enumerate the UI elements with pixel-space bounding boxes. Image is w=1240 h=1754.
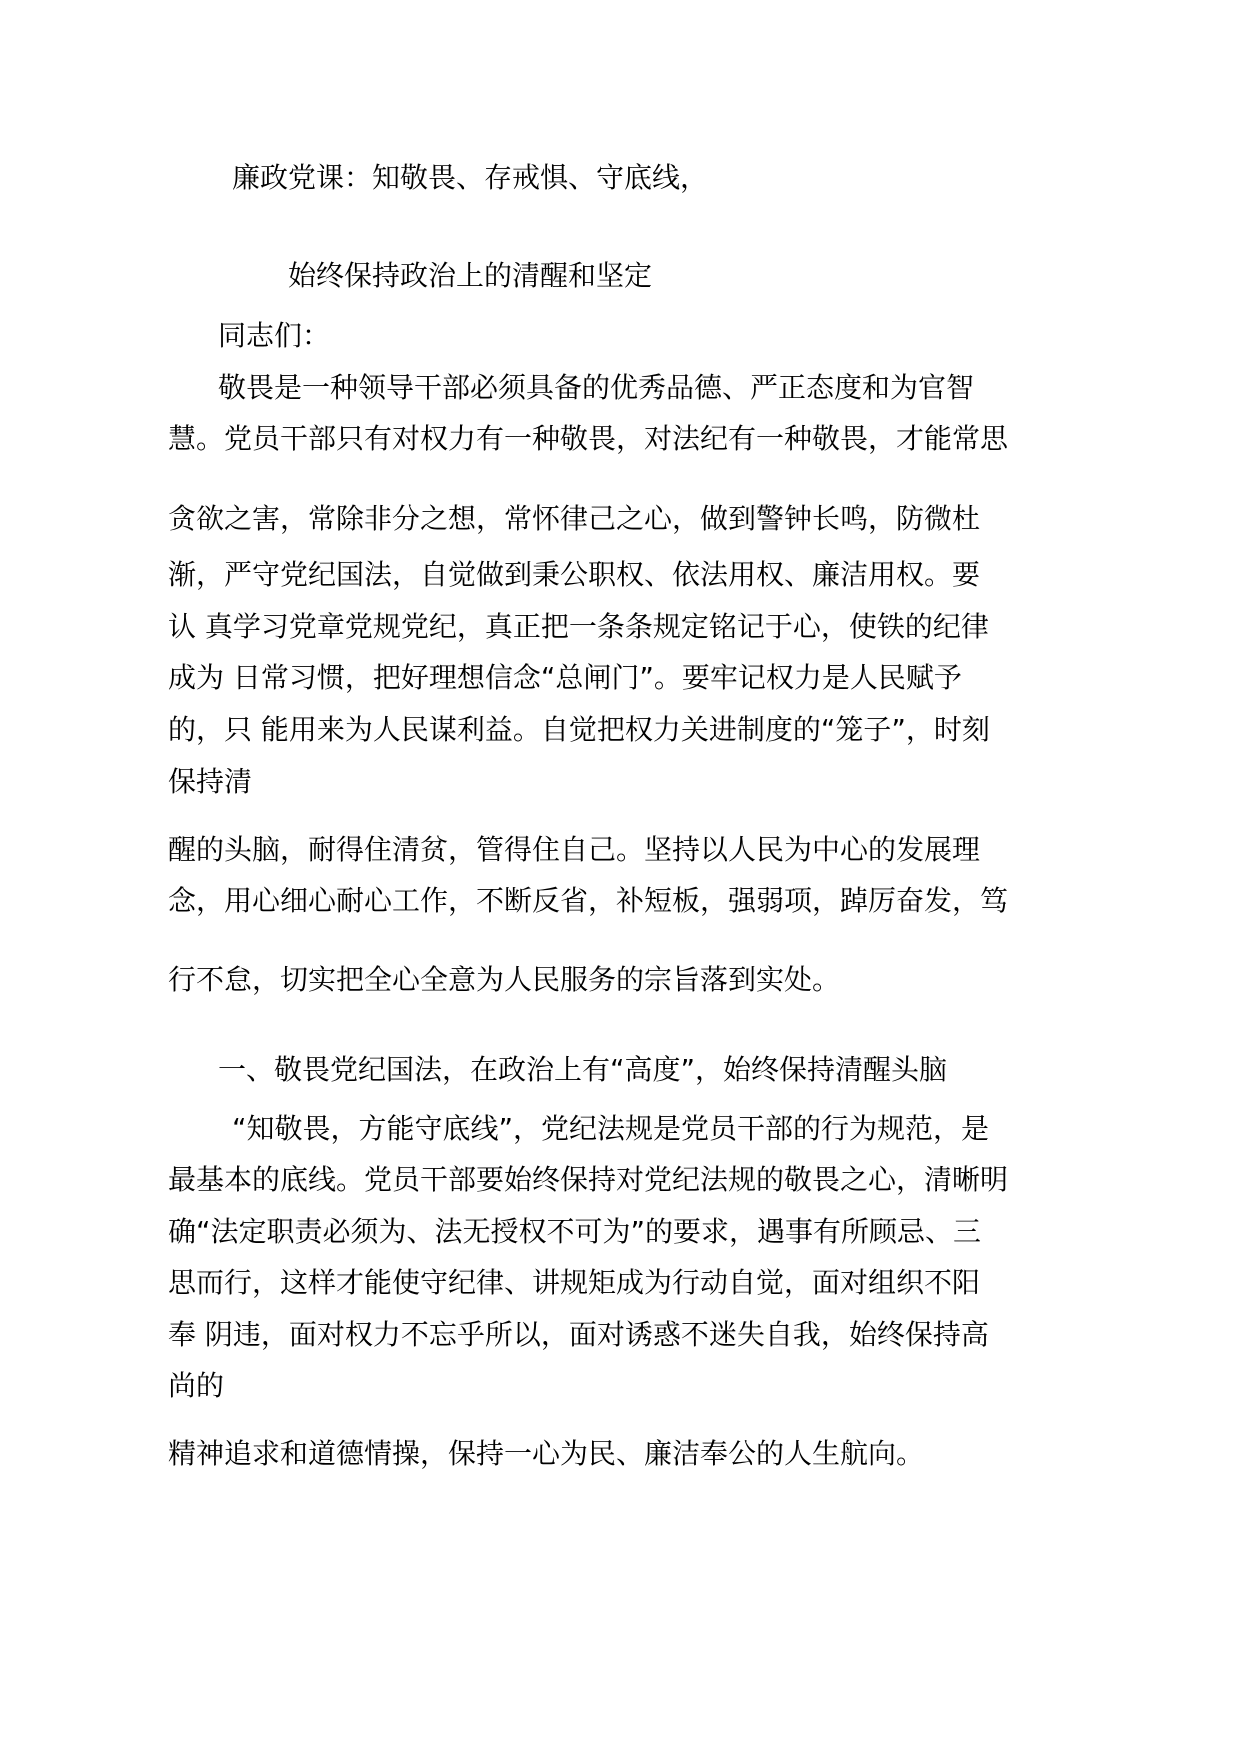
body-line: 认 真学习党章党规党纪，真正把一条条规定铭记于心，使铁的纪律 bbox=[168, 610, 989, 643]
body-line: 的，只 能用来为人民谋利益。自觉把权力关进制度的“笼子”，时刻 bbox=[168, 713, 990, 746]
body-line: 行不怠，切实把全心全意为人民服务的宗旨落到实处。 bbox=[168, 963, 841, 996]
body-line: 念，用心细心耐心工作，不断反省，补短板，强弱项，踔厉奋发，笃 bbox=[168, 884, 1009, 917]
section-line: “知敬畏，方能守底线”，党纪法规是党员干部的行为规范，是 bbox=[232, 1112, 990, 1145]
body-line: 慧。党员干部只有对权力有一种敬畏，对法纪有一种敬畏，才能常思 bbox=[168, 422, 1009, 455]
title-line-1: 廉政党课：知敬畏、存戒惧、守底线， bbox=[232, 161, 709, 194]
salutation: 同志们： bbox=[218, 319, 331, 352]
title-line-2: 始终保持政治上的清醒和坚定 bbox=[288, 259, 653, 292]
section-line: 思而行，这样才能使守纪律、讲规矩成为行动自觉，面对组织不阳 bbox=[168, 1266, 981, 1299]
section-heading: 一、敬畏党纪国法，在政治上有“高度”，始终保持清醒头脑 bbox=[218, 1053, 948, 1086]
section-line: 尚的 bbox=[168, 1369, 225, 1402]
section-line: 最基本的底线。党员干部要始终保持对党纪法规的敬畏之心，清晰明 bbox=[168, 1163, 1009, 1196]
body-line: 醒的头脑，耐得住清贫，管得住自己。坚持以人民为中心的发展理 bbox=[168, 833, 981, 866]
body-line: 保持清 bbox=[168, 765, 253, 798]
body-line: 渐，严守党纪国法，自觉做到秉公职权、依法用权、廉洁用权。要 bbox=[168, 558, 981, 591]
body-line: 贪欲之害，常除非分之想，常怀律己之心，做到警钟长鸣，防微杜 bbox=[168, 502, 981, 535]
body-line: 敬畏是一种领导干部必须具备的优秀品德、严正态度和为官智 bbox=[218, 371, 975, 404]
body-line: 成为 日常习惯，把好理想信念“总闸门”。要牢记权力是人民赋予 bbox=[168, 661, 962, 694]
section-line: 确“法定职责必须为、法无授权不可为”的要求，遇事有所顾忌、三 bbox=[168, 1215, 982, 1248]
section-line: 奉 阴违，面对权力不忘乎所以，面对诱惑不迷失自我，始终保持高 bbox=[168, 1318, 989, 1351]
section-line: 精神追求和道德情操，保持一心为民、廉洁奉公的人生航向。 bbox=[168, 1437, 925, 1470]
